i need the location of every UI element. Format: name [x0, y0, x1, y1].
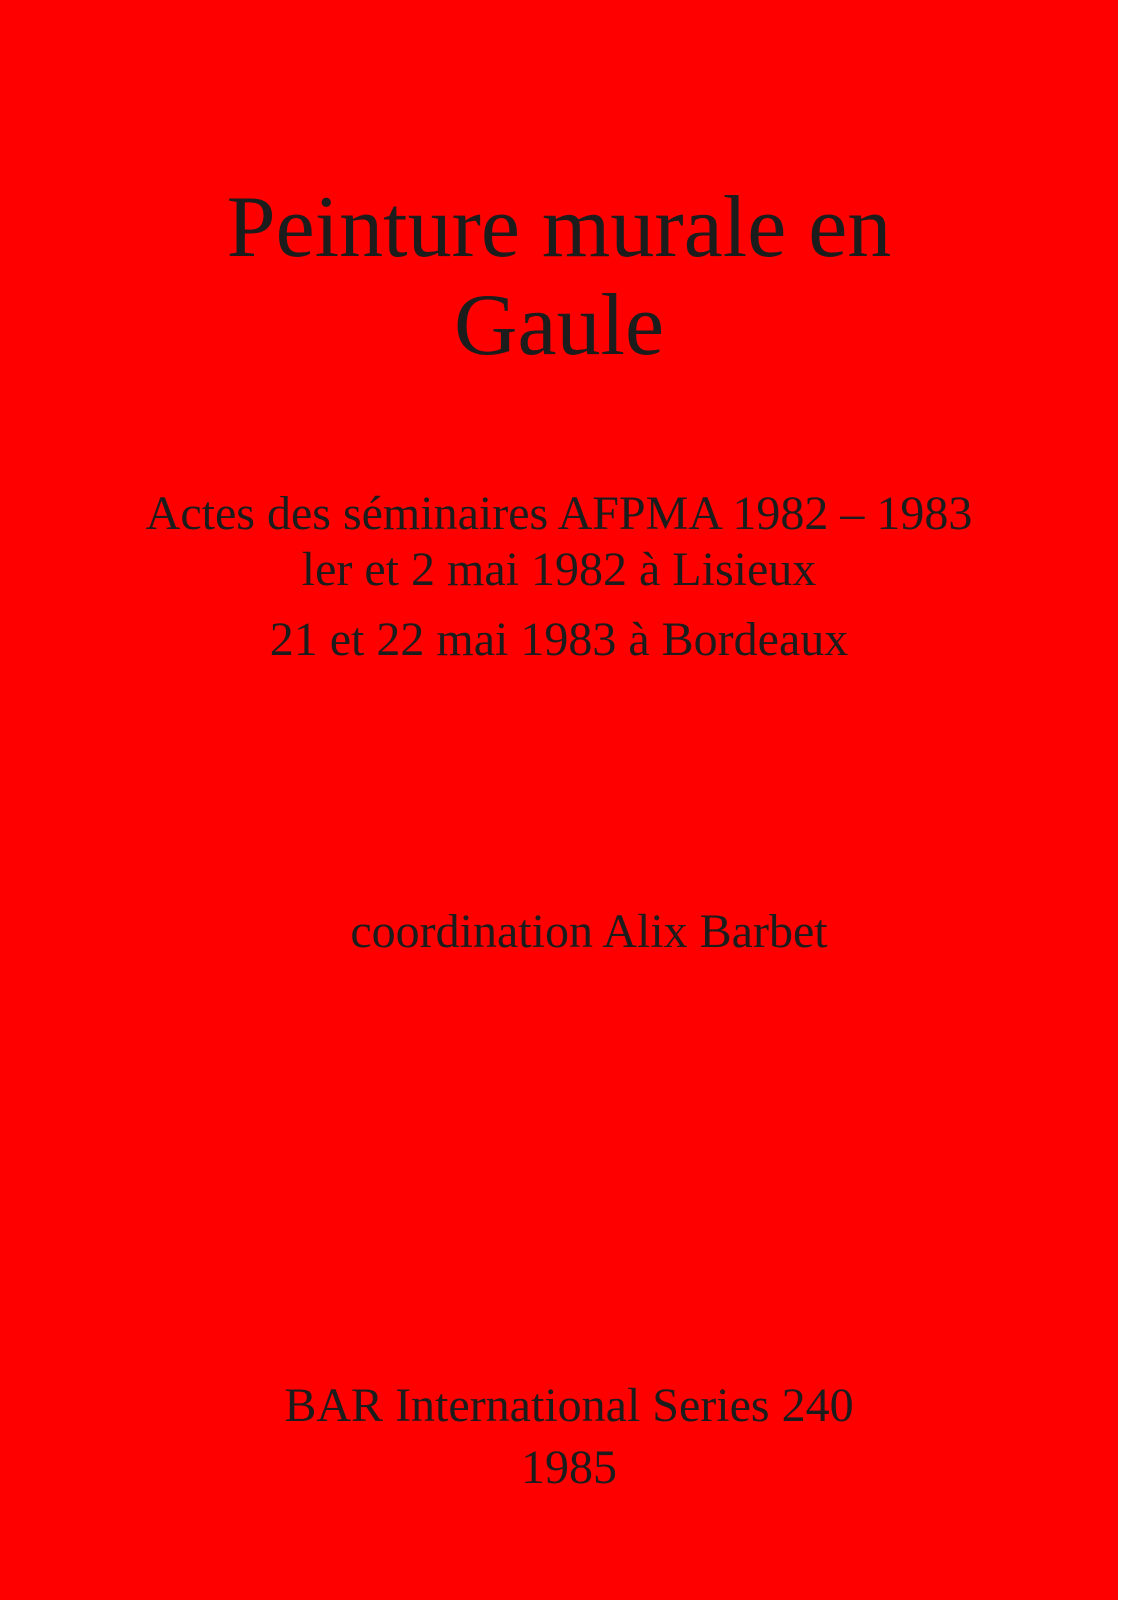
subtitle-line-2: ler et 2 mai 1982 à Lisieux [301, 543, 817, 596]
series-name: BAR International Series 240 [284, 1379, 854, 1432]
publication-year: 1985 [521, 1441, 617, 1494]
page-edge-strip [1118, 0, 1132, 1600]
title-line-1: Peinture murale en [226, 179, 892, 276]
title-line-2: Gaule [453, 277, 665, 374]
subtitle-line-3: 21 et 22 mai 1983 à Bordeaux [269, 613, 849, 666]
subtitle-line-1: Actes des séminaires AFPMA 1982 – 1983 [145, 487, 973, 540]
editor-credit: coordination Alix Barbet [350, 905, 828, 958]
